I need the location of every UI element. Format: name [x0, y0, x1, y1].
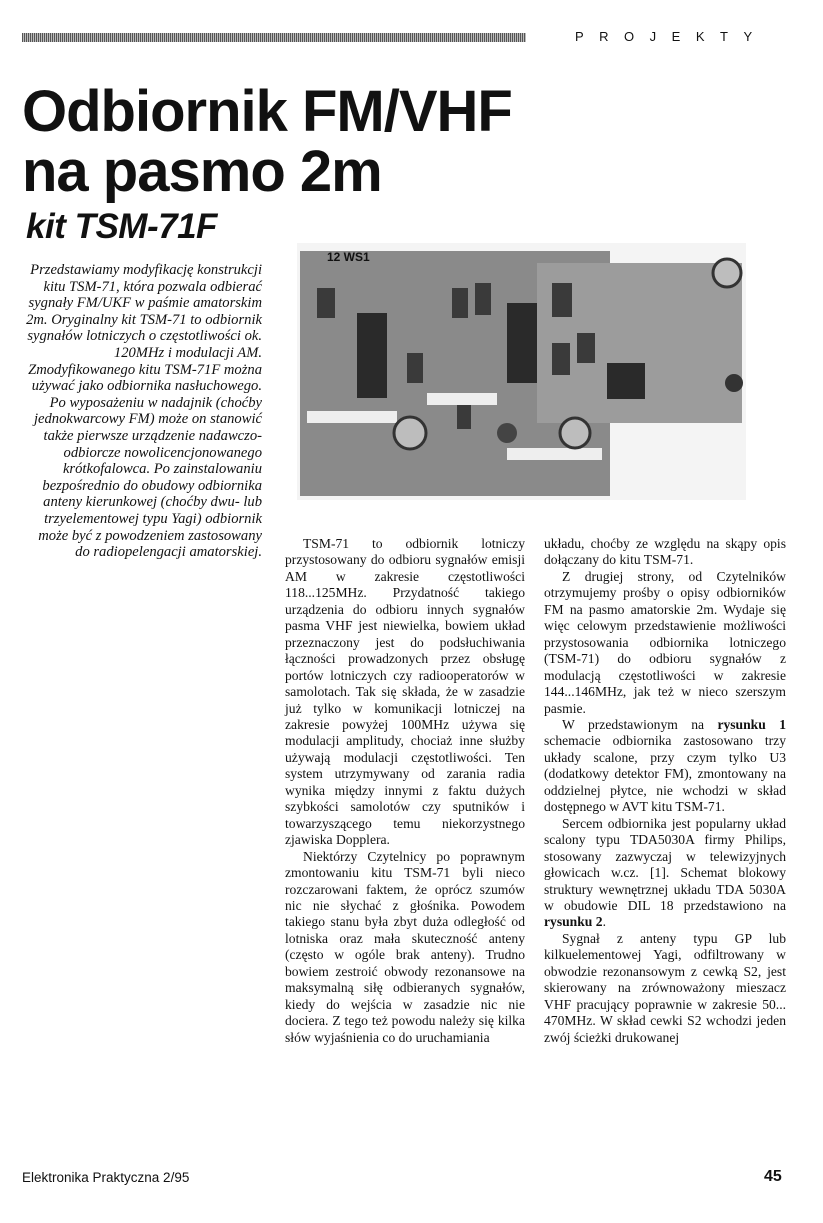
col1-paragraph-1: TSM-71 to odbiornik lotniczy przystosowany do odbioru sygnałów emisji AM w zakresie częstotliwości 118...125MHz. Przydatność takiego urządzenia do odbioru innych sygnałów pasma VHF jest niewielka, bowiem układ przeznaczony jest do podsłuchiwania łączności prowadzonych przez obsługę portów lotniczych czy radiooperatorów w samolotach. Tak się składa, że w zasadzie już tylko w komunikacji lotniczej na zakresie powyżej 100MHz używa się modulacji amplitudy, chociaż inne służby używają modulacji częstotliwości. Ten system utrzymywany od zarania radia wynika między innymi z faktu dużych szybkości samolotów czy sputników i towarzyszącego temu niekorzystnego zjawiska Dopplera.: [285, 536, 525, 848]
col2-paragraph-3: W przedstawionym na rysunku 1 schemacie odbiornika zastosowano trzy układy scalone, przy czym tylko U3 (dodatkowy detektor FM), zmontowany na oddzielnej płytce, nie wchodzi w skład dostępnego w AVT kitu TSM-71.: [544, 716, 786, 815]
journal-issue: Elektronika Praktyczna 2/95: [22, 1170, 190, 1185]
figure-ref-1: rysunku 1: [717, 716, 786, 732]
article-subtitle: kit TSM-71F: [26, 207, 217, 246]
col1-paragraph-2: Niektórzy Czytelnicy po poprawnym zmontowaniu kitu TSM-71 byli nieco rozczarowani faktem, że oprócz szumów nic nie słychać z głośnika. Powodem takiego stanu była zbyt duża odległość od lotniska oraz mała skuteczność anteny (często w ogóle brak anteny). Trudno bowiem zestroić obwody rezonansowe na maksymalną siłę odbieranych sygnałów, kiedy do wejścia w zasadzie nic nie dociera. Z tego też powodu należy się kilka słów wyjaśnienia co do uruchamiania: [285, 848, 525, 1045]
intro-lead: [22, 262, 262, 561]
trimmer-1: [394, 417, 426, 449]
ic-u3: [607, 363, 645, 399]
trimmer-2: [560, 418, 590, 448]
pcb-photo: [297, 243, 746, 500]
article-title: [22, 79, 512, 204]
trimmer-3: [713, 259, 741, 287]
header-rule: [22, 33, 526, 42]
intro-text: Przedstawiamy modyfikację konstrukcji kitu TSM-71, która pozwala odbierać sygnały FM/UKF w paśmie amatorskim 2m. Oryginalny kit TSM-71 to odbiornik sygnałów lotniczych o częstotliwości ok. 120MHz i modulacji AM. Zmodyfikowanego kitu TSM-71F można używać jako odbiornika nasłuchowego. Po wyposażeniu w nadajnik (choćby jednokwarcowy FM) może on stanowić także pierwsze urządzenie nadawczo-odbiorcze nowolicencjonowanego krótkofalowca. Po zainstalowaniu bezpośrednio do obudowy odbiornika anteny kierunkowej (choćby dwu- lub trzyelementowej typu Yagi) odbiornik może być z powodzeniem zastosowany do radiopelengacji amatorskiej.: [26, 262, 262, 561]
title-line-1: Odbiornik FM/VHF: [22, 79, 512, 144]
title-line-2: na pasmo 2m: [22, 139, 382, 204]
figure-ref-2: rysunku 2: [544, 914, 603, 930]
col2-paragraph-4: Sercem odbiornika jest popularny układ scalony typu TDA5030A firmy Philips, stosowany zazwyczaj w telewizyjnych głowicach w.cz. [1]. Schemat blokowy struktury wewnętrznej układu TDA 5030A w obudowie DIL 18 przedstawiono na rysunku 2.: [544, 815, 786, 930]
photo-board-label: 12 WS1: [327, 250, 370, 264]
col2-paragraph-1: układu, choćby ze względu na skąpy opis dołączany do kitu TSM-71.: [544, 536, 786, 568]
body-column-1: [285, 536, 525, 1046]
ic-u1: [357, 313, 387, 398]
body-column-2: [544, 536, 786, 1046]
section-label: PROJEKTY: [575, 29, 768, 44]
page-number: 45: [764, 1168, 782, 1185]
ic-u2: [507, 303, 537, 383]
col2-paragraph-5: Sygnał z anteny typu GP lub kilkuelementowej Yagi, odfiltrowany w obwodzie rezonansowym z cewką S2, jest skierowany na zrównoważony mieszacz VHF pracujący poprawnie w zakresie 50... 470MHz. W skład cewki S2 wchodzi jeden zwój ścieżki drukowanej: [544, 930, 786, 1045]
col2-paragraph-2: Z drugiej strony, od Czytelników otrzymujemy prośby o opisy odbiorników FM na pasmo amatorskie 2m. Wydaje się więc celowym przedstawienie możliwości przystosowania odbiornika lotniczego (TSM-71) do odbioru sygnałów z modulacją częstotliwości w zakresie 144...146MHz, jak też w nieco szerszym pasmie.: [544, 568, 786, 716]
